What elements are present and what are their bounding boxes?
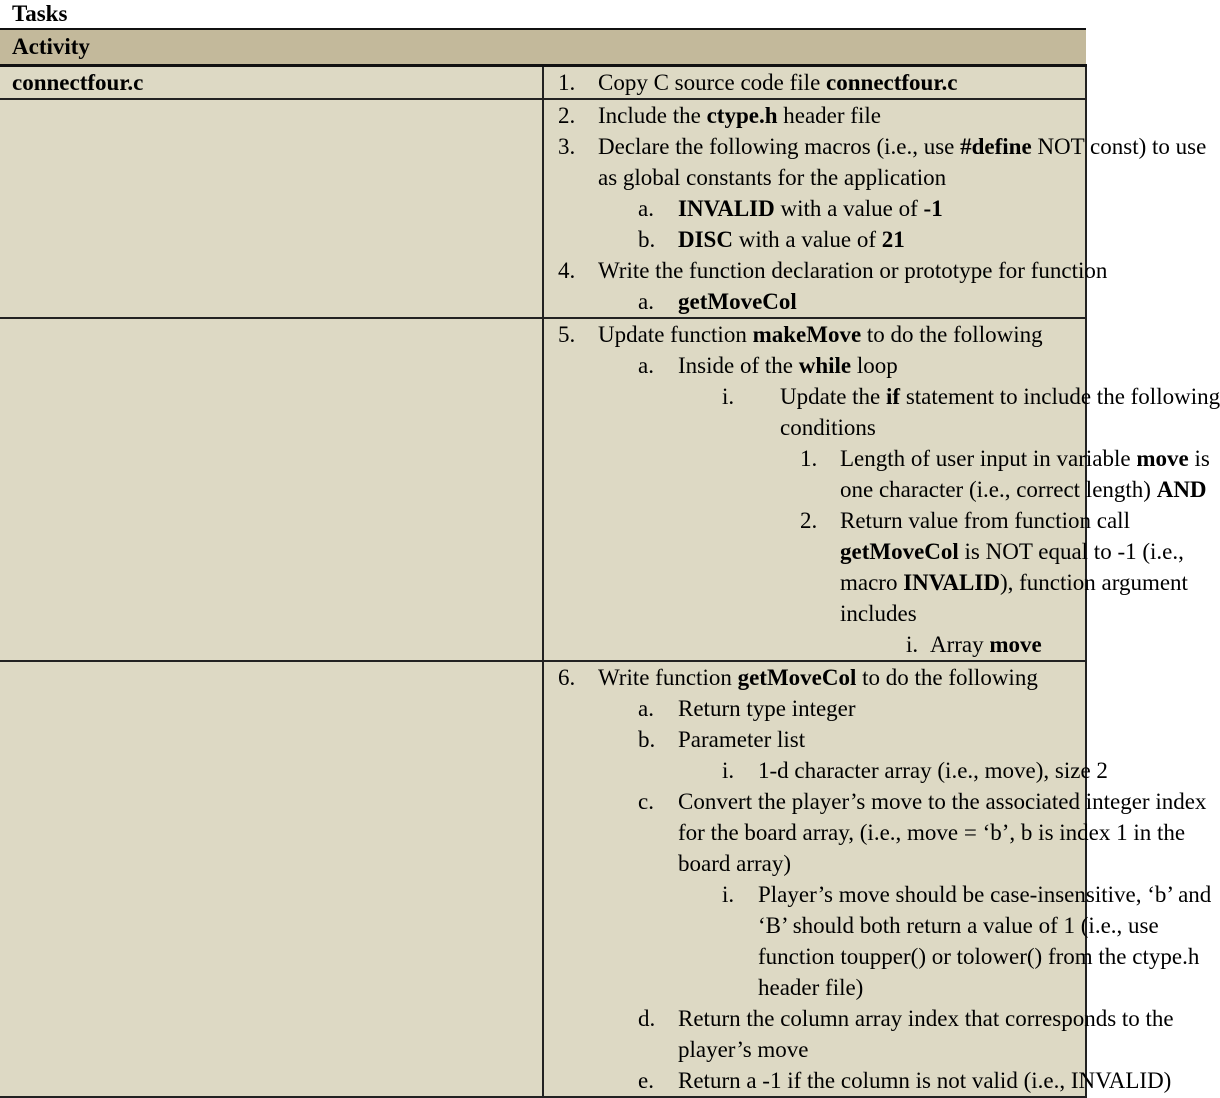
list-marker: a. [638, 289, 654, 314]
instruction-text [758, 755, 1108, 786]
text-run: Include the [598, 103, 707, 128]
instruction-text [598, 100, 881, 131]
text-run: ), function argument [999, 570, 1188, 595]
text-run: Array [930, 632, 990, 657]
list-marker: 2. [558, 103, 576, 128]
instruction-text [598, 662, 1038, 693]
text-run: to do the following [861, 322, 1043, 347]
instructions-cell [543, 66, 1086, 100]
page-title: Tasks [12, 1, 68, 26]
bold-term: INVALID [678, 196, 775, 221]
bold-term: move [1136, 446, 1189, 471]
instruction-text [678, 224, 905, 255]
table-row [0, 66, 1086, 100]
table-row [0, 318, 1086, 661]
bold-term: #define [960, 134, 1032, 159]
instruction-text [598, 255, 1107, 286]
text-run: Player’s move should be case-insensitive, ‘b’ and [758, 882, 1212, 907]
instruction-text [678, 193, 943, 224]
list-marker: i. [722, 384, 735, 409]
list-marker: 1. [800, 446, 818, 471]
list-marker: 1. [558, 70, 576, 95]
instruction-text [840, 567, 1188, 598]
text-run: Write the function declaration or prototype for function [598, 258, 1108, 283]
instruction-text [598, 67, 957, 98]
bold-term: move [989, 632, 1042, 657]
instruction-line [544, 1065, 1172, 1096]
instruction-text [678, 724, 805, 755]
instruction-text [598, 162, 946, 193]
list-marker: 5. [558, 322, 576, 347]
instruction-line [544, 848, 1085, 879]
instruction-text [840, 598, 917, 629]
text-run: header file) [758, 975, 864, 1000]
bold-term: makeMove [752, 322, 862, 347]
text-run: with a value of [732, 227, 882, 252]
instruction-line [544, 817, 1186, 848]
instruction-text [678, 817, 1185, 848]
instruction-line [544, 941, 1200, 972]
bold-term: getMoveCol [678, 289, 797, 314]
instruction-text [758, 910, 1159, 941]
text-run: to do the following [856, 665, 1038, 690]
text-run: Declare the following macros (i.e., use [598, 134, 961, 159]
instruction-line [544, 319, 1085, 350]
text-run: Write function [598, 665, 738, 690]
instruction-line [544, 505, 1130, 536]
instruction-line [544, 629, 1085, 660]
list-marker: a. [638, 196, 654, 221]
text-run: for the board array, (i.e., move = ‘b’, b is index 1 in the [678, 820, 1186, 845]
instruction-line [544, 1034, 1085, 1065]
text-run: is [1188, 446, 1210, 471]
text-run: Copy C source code file [598, 70, 827, 95]
instruction-text [840, 443, 1210, 474]
text-run: Return value from function call [840, 508, 1130, 533]
text-run: ‘B’ should both return a value of 1 (i.e., use [758, 913, 1159, 938]
instruction-text [598, 131, 1206, 162]
table-row [0, 99, 1086, 318]
instructions-cell [543, 661, 1212, 1097]
instruction-text [840, 536, 1184, 567]
instruction-text [678, 286, 797, 317]
text-run: loop [851, 353, 898, 378]
list-marker: 2. [800, 508, 818, 533]
text-run: Return a -1 if the column is not valid (i.e., INVALID) [678, 1068, 1172, 1093]
instruction-line [544, 693, 1085, 724]
text-run: conditions [780, 415, 876, 440]
instruction-line [544, 910, 1159, 941]
list-marker: d. [638, 1006, 656, 1031]
instruction-line [544, 443, 1210, 474]
text-run: 1-d character array (i.e., move), size 2 [758, 758, 1108, 783]
text-run: Return the column array index that corresponds to the [678, 1006, 1174, 1031]
instruction-line [544, 598, 1085, 629]
bold-term: 21 [881, 227, 905, 252]
text-run: header file [777, 103, 881, 128]
bold-term: if [886, 384, 901, 409]
instruction-line [544, 100, 1085, 131]
list-marker: 3. [558, 134, 576, 159]
instructions-cell [543, 99, 1207, 318]
instruction-line [544, 536, 1184, 567]
list-marker: e. [638, 1068, 654, 1093]
instruction-line [544, 724, 1085, 755]
instruction-line [544, 879, 1212, 910]
bold-term: AND [1156, 477, 1207, 502]
instruction-line [544, 67, 1085, 98]
instruction-line [544, 972, 1085, 1003]
instruction-line [544, 193, 1085, 224]
text-run: Parameter list [678, 727, 806, 752]
instruction-text [678, 350, 898, 381]
text-run: statement to include the following [900, 384, 1220, 409]
empty-cell [0, 661, 543, 1097]
text-run: with a value of [774, 196, 924, 221]
instruction-text [678, 1003, 1174, 1034]
instruction-text [678, 693, 856, 724]
instruction-line [544, 381, 1220, 412]
instruction-text [840, 474, 1207, 505]
instruction-text [598, 319, 1043, 350]
instruction-text [678, 1034, 809, 1065]
instruction-line [544, 567, 1188, 598]
list-marker: 6. [558, 665, 576, 690]
list-marker: i. [722, 758, 735, 783]
list-marker: b. [638, 227, 656, 252]
instruction-line [544, 255, 1108, 286]
instruction-text [758, 972, 863, 1003]
instruction-text [758, 879, 1211, 910]
list-marker: a. [638, 353, 654, 378]
instruction-line [544, 350, 1085, 381]
text-run: player’s move [678, 1037, 809, 1062]
instruction-line [544, 131, 1207, 162]
bold-term: ctype.h [706, 103, 778, 128]
empty-cell [0, 99, 543, 318]
instruction-line [544, 474, 1207, 505]
instruction-text [678, 848, 791, 879]
instruction-line [544, 286, 1085, 317]
table-header-activity: Activity [0, 29, 1086, 66]
text-run: Convert the player’s move to the associated integer index [678, 789, 1207, 814]
bold-term: getMoveCol [737, 665, 857, 690]
list-marker: i. [906, 632, 919, 657]
text-run: macro [840, 570, 904, 595]
instruction-line [544, 786, 1207, 817]
instruction-text [930, 629, 1042, 660]
text-run: Return type integer [678, 696, 856, 721]
instruction-line [544, 755, 1108, 786]
text-run: NOT const) to use [1031, 134, 1207, 159]
text-run: board array) [678, 851, 792, 876]
bold-term: while [798, 353, 852, 378]
text-run: function toupper() or tolower() from the ctype.h [758, 944, 1200, 969]
bold-term: DISC [678, 227, 733, 252]
list-marker: b. [638, 727, 656, 752]
text-run: Update the [780, 384, 887, 409]
list-marker: i. [722, 882, 735, 907]
table-header-row [0, 29, 1086, 66]
instruction-line [544, 224, 1085, 255]
file-name-cell: connectfour.c [0, 66, 543, 100]
instruction-text [678, 786, 1206, 817]
bold-term: connectfour.c [826, 70, 958, 95]
instruction-text [780, 412, 876, 443]
bold-term: INVALID [903, 570, 1000, 595]
text-run: Length of user input in variable [840, 446, 1137, 471]
instruction-line [544, 162, 1085, 193]
activity-table [0, 28, 1220, 1098]
list-marker: 4. [558, 258, 576, 283]
list-marker: a. [638, 696, 654, 721]
text-run: Update function [598, 322, 753, 347]
text-run: Inside of the [678, 353, 799, 378]
text-run: is NOT equal to -1 (i.e., [958, 539, 1184, 564]
empty-cell [0, 318, 543, 661]
instruction-text [840, 505, 1130, 536]
bold-term: -1 [923, 196, 943, 221]
instructions-cell [543, 318, 1220, 661]
bold-term: getMoveCol [840, 539, 959, 564]
instruction-text [758, 941, 1199, 972]
instruction-line [544, 412, 1085, 443]
table-row [0, 661, 1086, 1097]
instruction-text [780, 381, 1220, 412]
text-run: as global constants for the application [598, 165, 947, 190]
text-run: includes [840, 601, 917, 626]
instruction-line [544, 1003, 1174, 1034]
list-marker: c. [638, 789, 654, 814]
instruction-text [678, 1065, 1171, 1096]
instruction-line [544, 662, 1085, 693]
text-run: one character (i.e., correct length) [840, 477, 1157, 502]
